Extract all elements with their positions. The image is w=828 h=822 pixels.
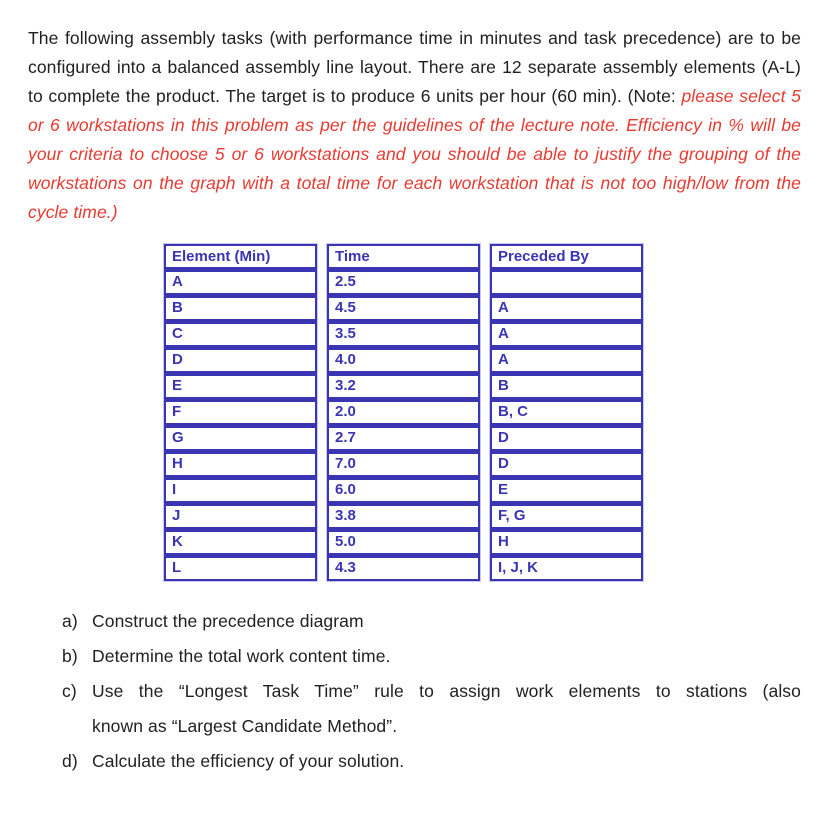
question-a-label: a): [62, 611, 78, 631]
question-c-line-2: known as “Largest Candidate Method”.: [92, 716, 398, 736]
table-cell-element-f: F: [166, 402, 315, 423]
table-cell-time-k: 5.0: [329, 532, 478, 553]
table-cell-time-f: 2.0: [329, 402, 478, 423]
table-cell-element-j: J: [166, 506, 315, 527]
table-cell-time-i: 6.0: [329, 480, 478, 501]
question-a-line-1: Construct the precedence diagram: [92, 611, 364, 631]
question-d-text: [92, 744, 801, 779]
question-c-label: c): [62, 681, 77, 701]
question-a: [62, 604, 801, 639]
table-cell-element-e: E: [166, 376, 315, 397]
table-cell-element-h: H: [166, 454, 315, 475]
question-d: [62, 744, 801, 779]
table-cell-element-l: L: [166, 558, 315, 579]
table-cell-time-b: 4.5: [329, 298, 478, 319]
question-c-text: [92, 674, 801, 744]
table-cell-preceded-d: A: [492, 350, 641, 371]
table-cell-time-a: 2.5: [329, 272, 478, 293]
question-a-text: [92, 604, 801, 639]
table-cell-time-d: 4.0: [329, 350, 478, 371]
question-c: [62, 674, 801, 744]
column-header-time: Time: [329, 246, 478, 267]
table-cell-time-j: 3.8: [329, 506, 478, 527]
intro-note-red-text: please select 5 or 6 workstations in this problem as per the guidelines of the lecture note. Efficiency in % will be your criteria to choose 5 or 6 workstations and you should be able to justify the grouping of the workstations on the graph with a total time for each workstation that is not too high/low from the cycle time.): [28, 85, 801, 222]
table-cell-element-k: K: [166, 532, 315, 553]
questions-list: [62, 604, 801, 779]
question-b-line-1: Determine the total work content time.: [92, 646, 391, 666]
intro-text-black: The following assembly tasks (with performance time in minutes and task precedence) are to be configured into a balanced assembly line layout. There are 12 separate assembly elements (A-L) to complete the product. The target is to produce 6 units per hour (60 min). (Note:: [28, 27, 801, 106]
table-cell-preceded-j: F, G: [492, 506, 641, 527]
column-header-preceded-by: Preceded By: [492, 246, 641, 267]
column-header-element: Element (Min): [166, 246, 315, 267]
table-cell-time-c: 3.5: [329, 324, 478, 345]
question-b: [62, 639, 801, 674]
table-cell-element-g: G: [166, 428, 315, 449]
table-cell-preceded-c: A: [492, 324, 641, 345]
table-cell-time-g: 2.7: [329, 428, 478, 449]
table-cell-preceded-b: A: [492, 298, 641, 319]
table-cell-preceded-a: [492, 272, 641, 293]
column-element: [163, 243, 318, 582]
table-cell-preceded-k: H: [492, 532, 641, 553]
table-cell-preceded-l: I, J, K: [492, 558, 641, 579]
table-cell-time-e: 3.2: [329, 376, 478, 397]
table-cell-preceded-h: D: [492, 454, 641, 475]
column-time: [326, 243, 481, 582]
table-cell-preceded-f: B, C: [492, 402, 641, 423]
table-cell-time-h: 7.0: [329, 454, 478, 475]
question-c-line-1: Use the “Longest Task Time” rule to assign work elements to stations (also: [92, 681, 801, 701]
intro-paragraph: [28, 24, 801, 227]
table-cell-element-i: I: [166, 480, 315, 501]
question-d-label: d): [62, 751, 78, 771]
precedence-table: [163, 243, 644, 582]
question-d-line-1: Calculate the efficiency of your solution.: [92, 751, 405, 771]
question-b-text: [92, 639, 801, 674]
table-cell-preceded-g: D: [492, 428, 641, 449]
table-cell-element-a: A: [166, 272, 315, 293]
table-cell-preceded-i: E: [492, 480, 641, 501]
table-cell-element-d: D: [166, 350, 315, 371]
table-cell-time-l: 4.3: [329, 558, 478, 579]
table-cell-element-b: B: [166, 298, 315, 319]
column-preceded-by: [489, 243, 644, 582]
table-cell-preceded-e: B: [492, 376, 641, 397]
table-cell-element-c: C: [166, 324, 315, 345]
question-b-label: b): [62, 646, 78, 666]
